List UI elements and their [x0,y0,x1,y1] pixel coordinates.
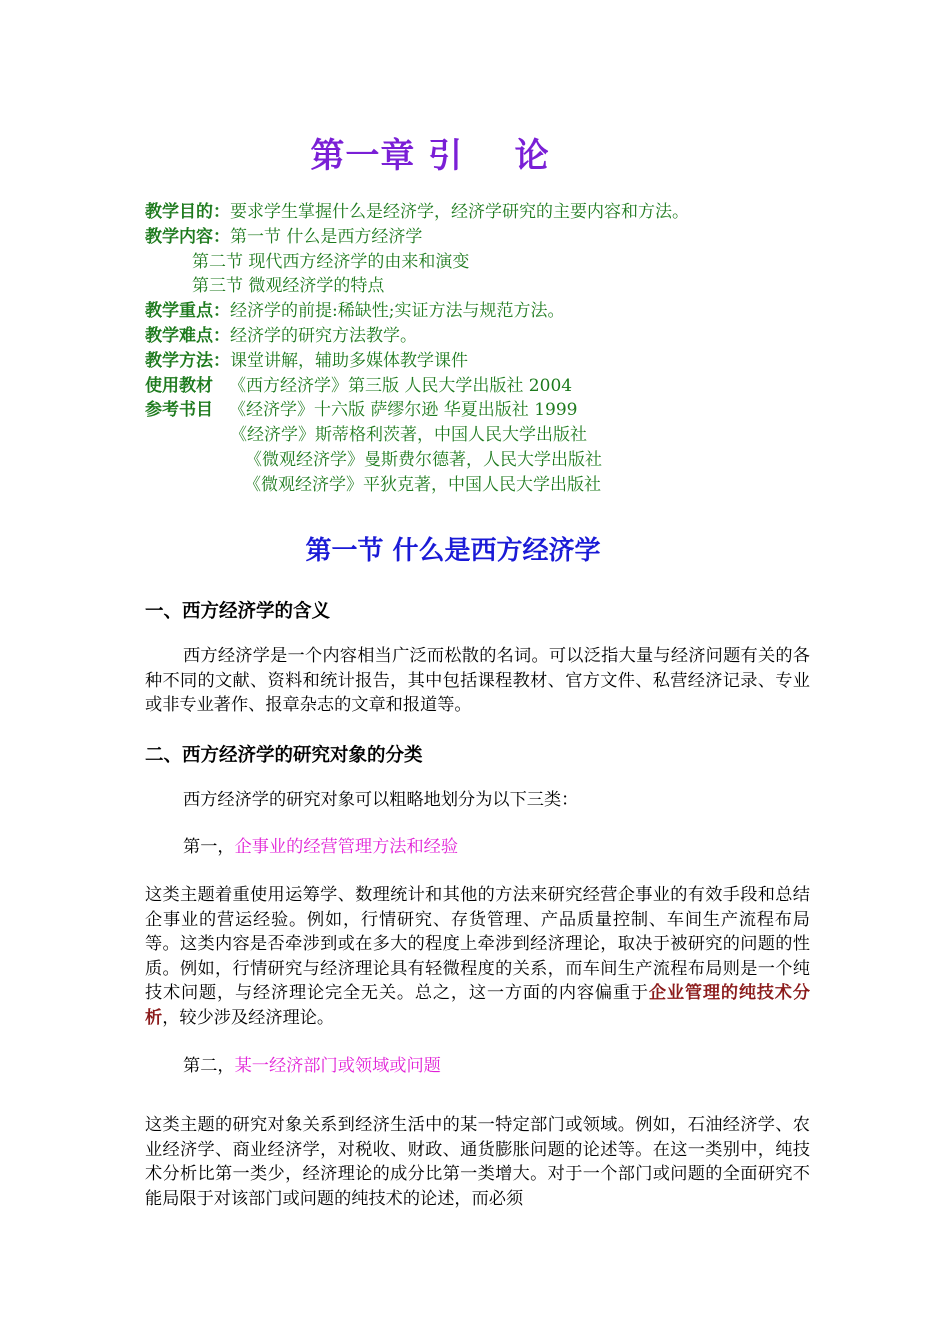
content-item: 第一节 什么是西方经济学 [230,226,423,247]
chapter-title: 第一章 引 论 [310,136,550,176]
key-points-text: 经济学的前提:稀缺性;实证方法与规范方法。 [230,301,565,322]
difficulties-label: 教学难点： [145,325,230,346]
paragraph: 这类主题的研究对象关系到经济生活中的某一特定部门或领域。例如，石油经济学、农业经济学、商业经济学，对税收、财政、通货膨胀问题的论述等。在这一类别中，纯技术分析比第一类少，经济理论的成分比第一类增大。对于一个部门或问题的全面研究不能局限于对该部门或问题的纯技术的论述，而必须 [145,1115,810,1209]
key-points-line [145,299,845,324]
subsection-heading: 二、西方经济学的研究对象的分类 [145,745,423,766]
method-text: 课堂讲解，辅助多媒体教学课件 [230,350,468,371]
reference-line [145,423,845,448]
paragraph-text: ，较少涉及经济理论。 [162,1007,335,1028]
emphasis-text: 企业管理的纯技术分析 [145,983,810,1028]
reference-line [145,398,845,423]
key-points-label: 教学重点： [145,301,230,322]
category-prefix: 第一， [183,837,235,857]
reference-item: 《微观经济学》曼斯费尔德著，人民大学出版社 [245,449,602,470]
difficulties-text: 经济学的研究方法教学。 [230,325,417,346]
paragraph: 西方经济学的研究对象可以粗略地划分为以下三类： [183,790,579,810]
paragraph: 西方经济学是一个内容相当广泛而松散的名词。可以泛指大量与经济问题有关的各种不同的文献、资料和统计报告，其中包括课程教材、官方文件、私营经济记录、专业或非专业著作、报章杂志的文章和报道等。 [145,646,810,716]
paragraph-text: 这类主题着重使用运筹学、数理统计和其他的方法来研究经营企事业的有效手段和总结企事业的营运经验。例如，行情研究、存货管理、产品质量控制、车间生产流程布局等。这类内容是否牵涉到或在多大的程度上牵涉到经济理论，取决于被研究的问题的性质。例如，行情研究与经济理论具有轻微程度的关系，而车间生产流程布局则是一个纯技术问题，与经济理论完全无关。总之，这一方面的内容偏重于 [145,885,810,1004]
method-label: 教学方法： [145,350,230,371]
reference-item: 《微观经济学》平狄克著，中国人民大学出版社 [244,474,601,495]
method-line [145,349,845,374]
content-item: 第三节 微观经济学的特点 [192,276,385,297]
content-line [145,250,845,275]
reference-item: 《经济学》十六版 萨缪尔逊 华夏出版社 1999 [229,400,578,421]
content-label: 教学内容： [145,226,230,247]
category-topic: 企事业的经营管理方法和经验 [234,837,459,857]
reference-line [145,473,845,498]
subsection-heading: 一、西方经济学的含义 [145,601,331,622]
category-line [145,1054,810,1079]
textbook-line [145,374,845,399]
textbook-text: 《西方经济学》第三版 人民大学出版社 2004 [229,375,573,396]
purpose-line [145,200,845,225]
reference-label: 参考书目 [145,400,213,421]
category-topic: 某一经济部门或领域或问题 [234,1056,441,1076]
content-item: 第二节 现代西方经济学的由来和演变 [192,251,470,272]
course-info-block [145,200,845,498]
difficulties-line [145,324,845,349]
category-prefix: 第二， [183,1056,235,1076]
content-line [145,225,845,250]
content-line [145,274,845,299]
purpose-text: 要求学生掌握什么是经济学，经济学研究的主要内容和方法。 [230,202,689,222]
section-title: 第一节 什么是西方经济学 [305,536,601,566]
textbook-label: 使用教材 [145,375,213,396]
paragraph [145,883,810,1031]
purpose-label: 教学目的： [145,202,230,222]
reference-item: 《经济学》斯蒂格利茨著，中国人民大学出版社 [230,425,587,446]
reference-line [145,448,845,473]
category-line [145,835,810,860]
